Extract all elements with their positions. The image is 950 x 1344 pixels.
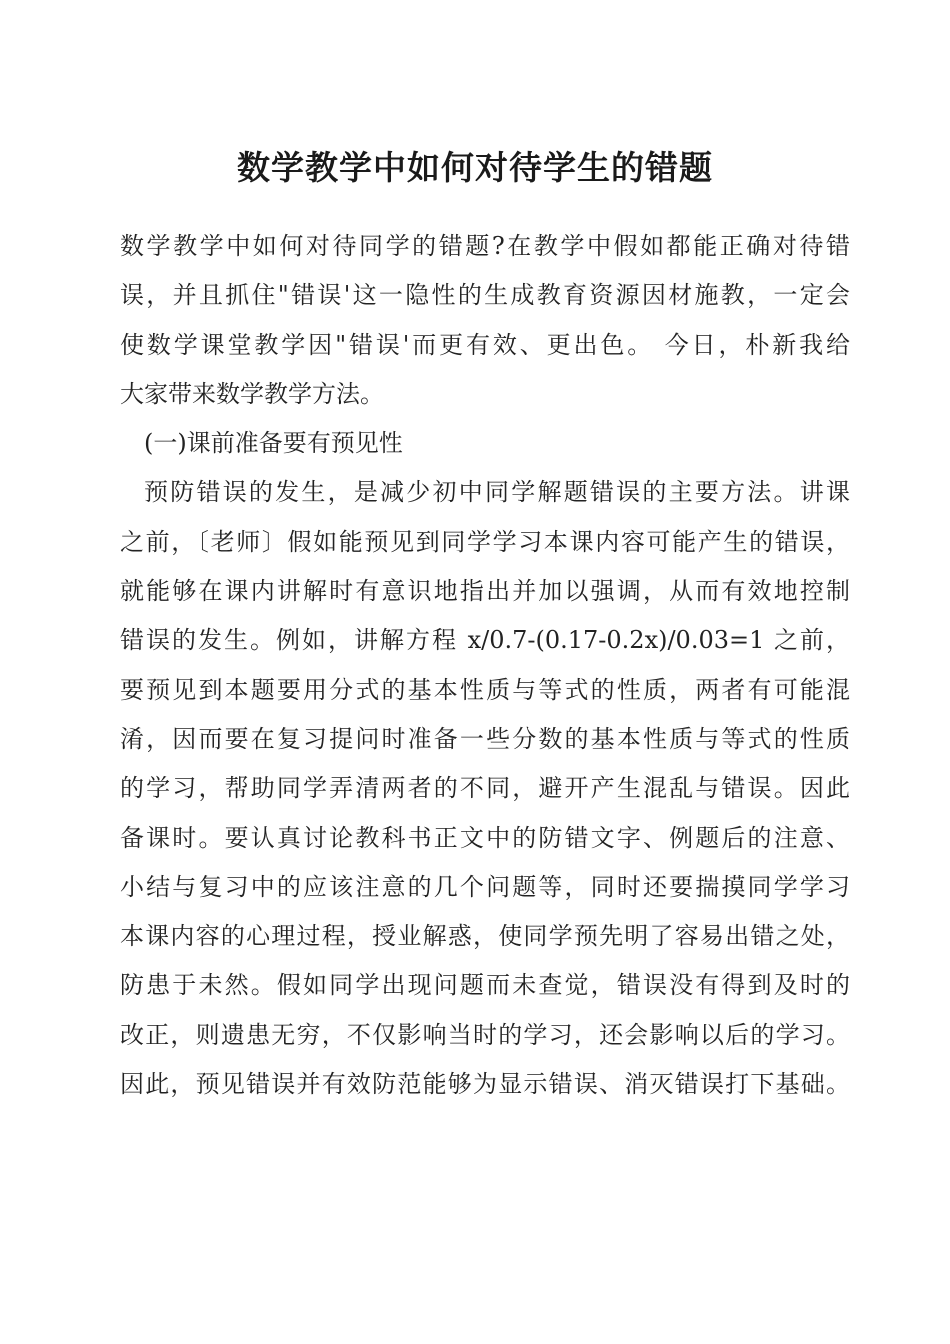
text-line: 小结与复习中的应该注意的几个问题等，同时还要揣摸同学学习	[120, 872, 850, 901]
text-line: 之前，〔老师〕假如能预见到同学学习本课内容可能产生的错误，	[120, 527, 850, 556]
page-title: 数学教学中如何对待学生的错题	[237, 148, 713, 187]
text-line: 要预见到本题要用分式的基本性质与等式的性质，两者有可能混	[120, 675, 850, 704]
document-body	[120, 222, 850, 1109]
text-line: 的学习，帮助同学弄清两者的不同，避开产生混乱与错误。因此	[120, 774, 850, 803]
text-line: 本课内容的心理过程，授业解惑，使同学预先明了容易出错之处，	[120, 922, 850, 951]
text-line: 因此，预见错误并有效防范能够为显示错误、消灭错误打下基础。	[120, 1070, 850, 1099]
text-line: 错误的发生。例如，讲解方程 x/0.7-(0.17-0.2x)/0.03=1 之前，	[120, 626, 850, 655]
text-line: 淆，因而要在复习提问时准备一些分数的基本性质与等式的性质	[120, 724, 850, 753]
text-line: 数学教学中如何对待同学的错题?在教学中假如都能正确对待错	[120, 232, 850, 260]
text-line: 大家带来数学教学方法。	[120, 379, 384, 408]
text-line: (一)课前准备要有预见性	[144, 429, 403, 458]
text-line: 改正，则遗患无穷，不仅影响当时的学习，还会影响以后的学习。	[120, 1020, 850, 1049]
text-line: 就能够在课内讲解时有意识地指出并加以强调，从而有效地控制	[120, 577, 850, 606]
text-line: 预防错误的发生，是减少初中同学解题错误的主要方法。讲课	[144, 478, 850, 507]
text-line: 备课时。要认真讨论教科书正文中的防错文字、例题后的注意、	[120, 823, 850, 852]
text-line: 使数学课堂教学因"错误'而更有效、更出色。 今日，朴新我给	[120, 330, 850, 359]
text-line: 误，并且抓住"错误'这一隐性的生成教育资源因材施教，一定会	[120, 281, 850, 310]
text-line: 防患于未然。假如同学出现问题而未查觉，错误没有得到及时的	[120, 971, 850, 1000]
